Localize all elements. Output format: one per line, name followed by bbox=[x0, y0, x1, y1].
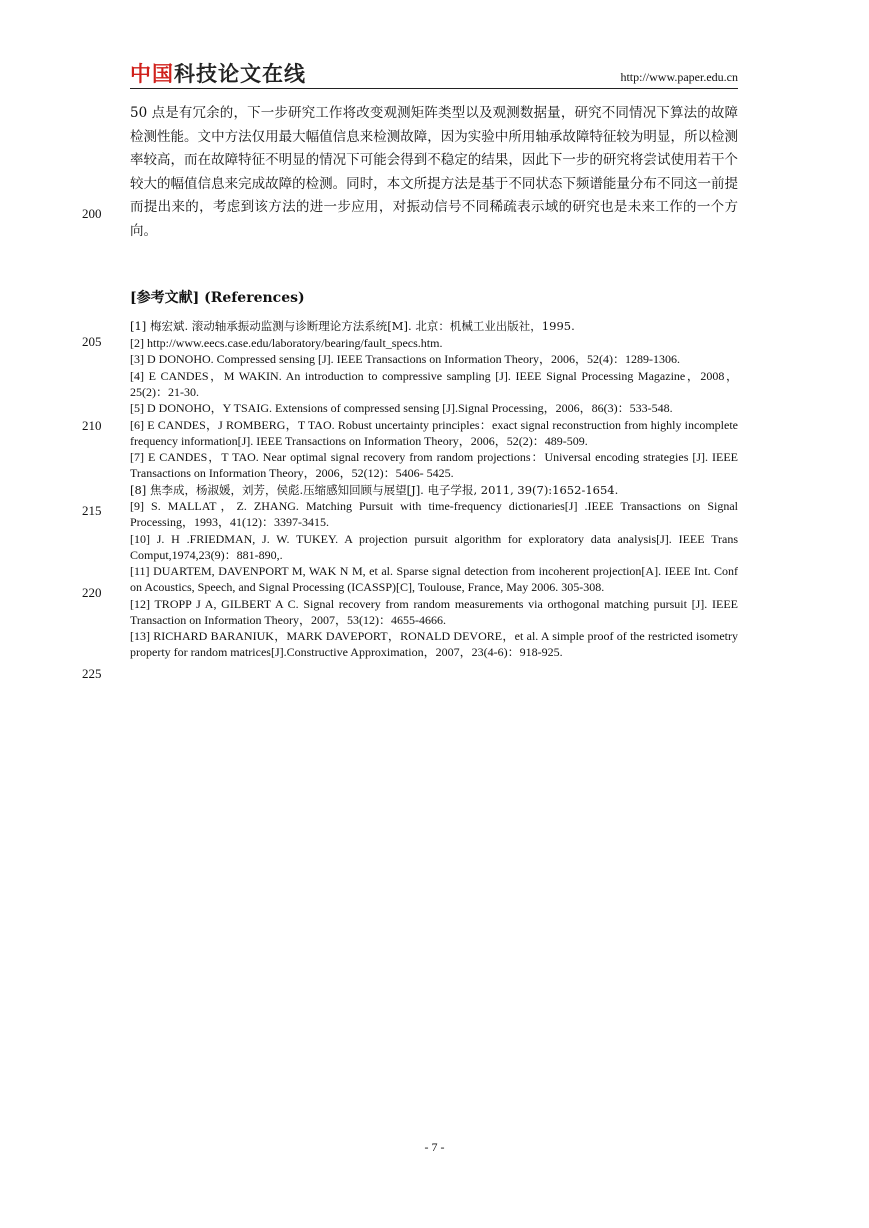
reference-item: [4] E CANDES，M WAKIN. An introduction to compressive sampling [J]. IEEE Signal Processing Magazine，2008，25(2)：21-30. bbox=[130, 368, 738, 399]
page-number: - 7 - bbox=[424, 1140, 445, 1154]
references-heading: [参考文献] (References) bbox=[130, 290, 305, 306]
reference-list bbox=[130, 318, 738, 661]
site-logo bbox=[130, 60, 306, 88]
reference-item: [3] D DONOHO. Compressed sensing [J]. IEEE Transactions on Information Theory，2006，52(4)：1289-1306. bbox=[130, 352, 681, 366]
reference-item: [1] 梅宏斌. 滚动轴承振动监测与诊断理论方法系统[M]. 北京：机械工业出版社，1995. bbox=[130, 319, 575, 333]
reference-item: [13] RICHARD BARANIUK，MARK DAVEPORT，RONALD DEVORE，et al. A simple proof of the restricted isometry property for random matrices[J].Constructive Approximation，2007，23(4-6)：918-925. bbox=[130, 629, 738, 659]
page-header bbox=[130, 60, 738, 88]
reference-item: [5] D DONOHO，Y TSAIG. Extensions of compressed sensing [J].Signal Processing，2006，86(3)：533-548. bbox=[130, 401, 673, 415]
line-number: 215 bbox=[82, 503, 102, 518]
reference-item: [12] TROPP J A, GILBERT A C. Signal recovery from random measurements via orthogonal matching pursuit [J]. IEEE Transaction on Information Theory，2007，53(12)：4655-4666. bbox=[130, 596, 738, 627]
logo-dark-text: 科技论文在线 bbox=[174, 62, 306, 86]
reference-item: [9] S. MALLAT，Z. ZHANG. Matching Pursuit with time-frequency dictionaries[J] .IEEE Transactions on Signal Processing，1993，41(12)：3397-3415. bbox=[130, 499, 738, 529]
line-number: 225 bbox=[82, 666, 102, 681]
line-number: 220 bbox=[82, 585, 102, 600]
logo-red-text: 中国 bbox=[130, 62, 174, 86]
reference-item: [6] E CANDES，J ROMBERG，T TAO. Robust uncertainty principles：exact signal reconstruction from highly incomplete frequency information[J]. IEEE Transactions on Information Theory，2006，52(2)：489-509. bbox=[130, 417, 738, 448]
line-number: 210 bbox=[82, 418, 102, 433]
line-number: 205 bbox=[82, 334, 102, 349]
reference-item: [11] DUARTEM, DAVENPORT M, WAK N M, et al. Sparse signal detection from incoherent projection[A]. IEEE Int. Conf on Acoustics, Speech, and Signal Processing (ICASSP)[C], Toulouse, France, May 2006. 305-308. bbox=[130, 564, 738, 594]
body-paragraph: 50 点是有冗余的，下一步研究工作将改变观测矩阵类型以及观测数据量，研究不同情况下算法的故障检测性能。文中方法仅用最大幅值信息来检测故障，因为实验中所用轴承故障特征较为明显，所以检测率较高，而在故障特征不明显的情况下可能会得到不稳定的结果，因此下一步的研究将尝试使用若干个较大的幅值信息来完成故障的检测。同时，本文所提方法是基于不同状态下频谱能量分布不同这一前提而提出来的，考虑到该方法的进一步应用，对振动信号不同稀疏表示域的研究也是未来工作的一个方向。 bbox=[130, 105, 738, 239]
reference-item: [7] E CANDES，T TAO. Near optimal signal recovery from random projections：Universal encoding strategies [J]. IEEE Transactions on Information Theory，2006，52(12)：5406- 5425. bbox=[130, 450, 738, 480]
reference-item: [8] 焦李成，杨淑媛，刘芳，侯彪.压缩感知回顾与展望[J]. 电子学报, 2011, 39(7):1652-1654. bbox=[130, 482, 619, 497]
header-divider bbox=[130, 88, 738, 89]
line-number: 200 bbox=[82, 206, 102, 221]
reference-item: [10] J. H .FRIEDMAN, J. W. TUKEY. A projection pursuit algorithm for exploratory data analysis[J]. IEEE Trans Comput,1974,23(9)：881-890,. bbox=[130, 531, 738, 562]
site-url[interactable]: http://www.paper.edu.cn bbox=[620, 70, 738, 84]
reference-item: [2] http://www.eecs.case.edu/laboratory/bearing/fault_specs.htm. bbox=[130, 335, 443, 350]
